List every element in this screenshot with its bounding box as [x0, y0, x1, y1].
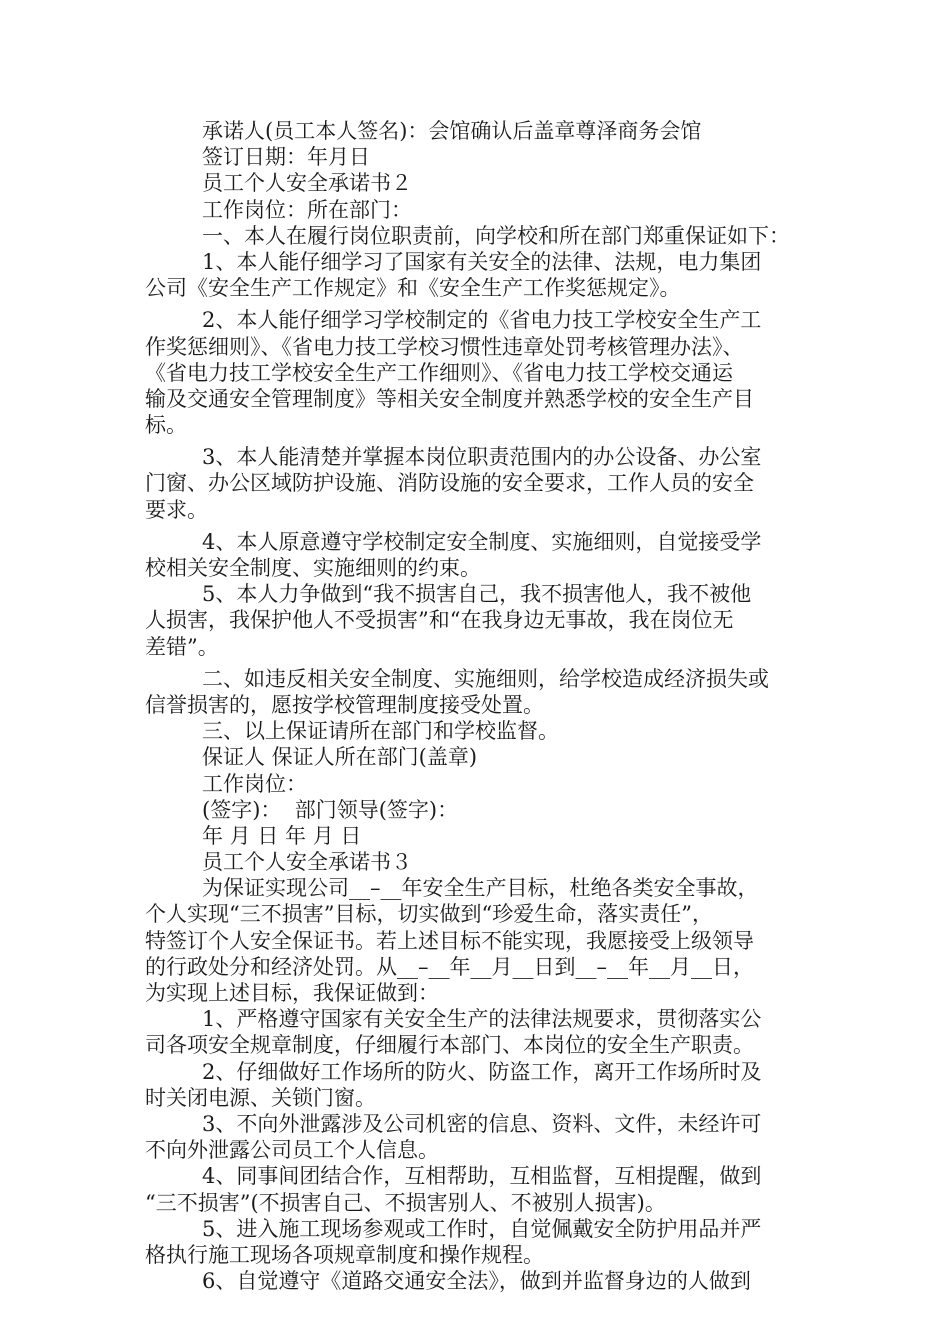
- text-line: 输及交通安全管理制度》等相关安全制度并熟悉学校的安全生产目: [145, 386, 754, 411]
- text-line: 为保证实现公司__–__年安全生产目标，杜绝各类安全事故，: [202, 876, 759, 901]
- text-line: 2、本人能仔细学习学校制定的《省电力技工学校安全生产工: [202, 308, 762, 333]
- text-line: 《省电力技工学校安全生产工作细则》、《省电力技工学校交通运: [145, 360, 733, 385]
- text-line: 特签订个人安全保证书。若上述目标不能实现，我愿接受上级领导: [145, 928, 754, 953]
- text-line: 3、本人能清楚并掌握本岗位职责范围内的办公设备、办公室: [202, 445, 762, 470]
- text-line: 司各项安全规章制度，仔细履行本部门、本岗位的安全生产职责。: [145, 1033, 754, 1058]
- text-line: “三不损害”(不损害自己、不损害别人、不被别人损害)。: [145, 1190, 666, 1215]
- text-line: 1、严格遵守国家有关安全生产的法律法规要求，贯彻落实公: [202, 1007, 762, 1032]
- text-line: 签订日期：年月日: [202, 145, 370, 170]
- text-line: 保证人 保证人所在部门(盖章): [202, 745, 478, 770]
- text-line: 工作岗位：: [202, 771, 307, 796]
- text-line: 工作岗位：所在部门：: [202, 197, 412, 222]
- document-body: [145, 118, 810, 1294]
- text-line: 人损害，我保护他人不受损害”和“在我身边无事故，我在岗位无: [145, 608, 734, 633]
- text-line: 格执行施工现场各项规章制度和操作规程。: [145, 1242, 544, 1267]
- text-line: 年 月 日 年 月 日: [202, 823, 362, 848]
- text-line: 差错”。: [145, 634, 219, 659]
- text-line: (签字)： 部门领导(签字)：: [202, 797, 459, 822]
- text-line: 为实现上述目标，我保证做到：: [145, 981, 439, 1005]
- text-line: 5、进入施工现场参观或工作时，自觉佩戴安全防护用品并严: [202, 1216, 762, 1241]
- text-line: 个人实现“三不损害”目标，切实做到“珍爱生命，落实责任”，: [145, 902, 713, 927]
- text-line: 门窗、办公区域防护设施、消防设施的安全要求，工作人员的安全: [145, 471, 754, 496]
- text-line: 标。: [145, 413, 187, 438]
- text-line: 公司《安全生产工作规定》和《安全生产工作奖惩规定》。: [145, 276, 681, 301]
- text-line: 要求。: [145, 497, 208, 522]
- text-line: 时关闭电源、关锁门窗。: [145, 1085, 376, 1110]
- text-line: 二、如违反相关安全制度、实施细则，给学校造成经济损失或: [202, 666, 769, 691]
- text-line: 不向外泄露公司员工个人信息。: [145, 1138, 439, 1163]
- text-line: 信誉损害的，愿按学校管理制度接受处置。: [145, 692, 544, 717]
- text-line: 6、自觉遵守《道路交通安全法》，做到并监督身边的人做到: [202, 1269, 751, 1294]
- text-line: 4、同事间团结合作，互相帮助，互相监督，互相提醒，做到: [202, 1164, 762, 1189]
- text-line: 的行政处分和经济处罚。从__–__年__月__日到__–__年__月__日，: [145, 954, 754, 979]
- text-line: 三、以上保证请所在部门和学校监督。: [202, 719, 559, 744]
- text-line: 1、本人能仔细学习了国家有关安全的法律、法规，电力集团: [202, 249, 762, 274]
- text-line: 2、仔细做好工作场所的防火、防盗工作，离开工作场所时及: [202, 1059, 762, 1084]
- text-line: 作奖惩细则》、《省电力技工学校习惯性违章处罚考核管理办法》、: [145, 334, 744, 359]
- text-line: 员工个人安全承诺书３: [202, 850, 412, 875]
- text-line: 员工个人安全承诺书２: [202, 171, 412, 196]
- text-line: 5、本人力争做到“我不损害自己，我不损害他人，我不被他: [202, 582, 752, 607]
- text-line: 一、本人在履行岗位职责前，向学校和所在部门郑重保证如下：: [202, 223, 790, 248]
- text-line: 校相关安全制度、实施细则的约束。: [145, 556, 481, 580]
- text-line: 4、本人原意遵守学校制定安全制度、实施细则，自觉接受学: [202, 529, 762, 554]
- text-line: 承诺人(员工本人签名)：会馆确认后盖章尊泽商务会馆: [202, 119, 702, 143]
- text-line: 3、不向外泄露涉及公司机密的信息、资料、文件，未经许可: [202, 1111, 762, 1136]
